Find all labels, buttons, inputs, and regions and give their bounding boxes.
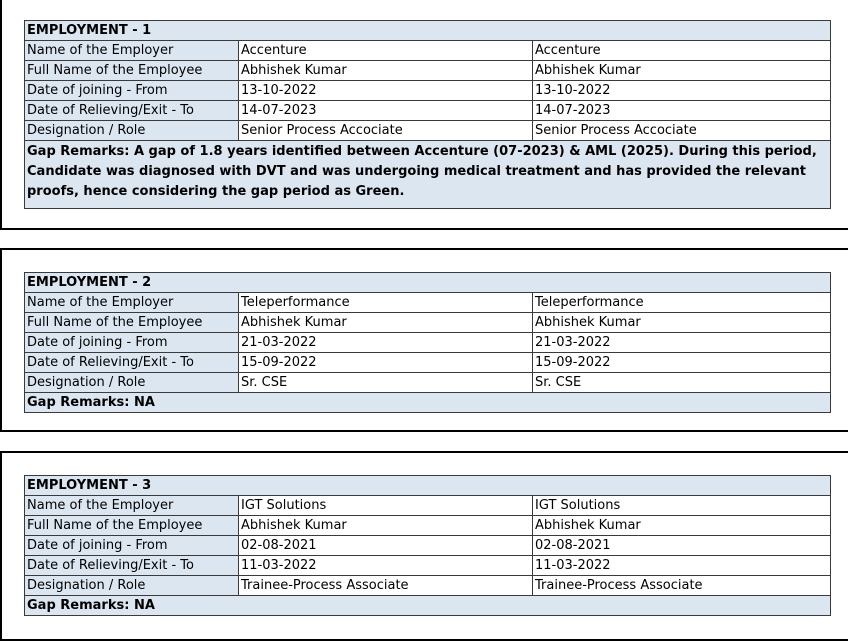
table-header-row	[25, 273, 831, 293]
claimed-value: Senior Process Accociate	[239, 121, 533, 141]
row-label: Designation / Role	[25, 373, 239, 393]
verified-value: Senior Process Accociate	[533, 121, 831, 141]
claimed-value: Sr. CSE	[239, 373, 533, 393]
employment-panel-3	[0, 451, 848, 641]
verified-value: Trainee-Process Associate	[533, 576, 831, 596]
employment-table-1	[24, 20, 831, 209]
table-row	[25, 373, 831, 393]
employment-table-2	[24, 272, 831, 413]
claimed-value: 15-09-2022	[239, 353, 533, 373]
verified-value: Abhishek Kumar	[533, 61, 831, 81]
table-row	[25, 333, 831, 353]
row-label: Date of Relieving/Exit - To	[25, 556, 239, 576]
claimed-value: 21-03-2022	[239, 333, 533, 353]
employment-title: EMPLOYMENT - 1	[25, 21, 831, 41]
employment-title: EMPLOYMENT - 2	[25, 273, 831, 293]
claimed-value: Abhishek Kumar	[239, 516, 533, 536]
verified-value: 14-07-2023	[533, 101, 831, 121]
verified-value: 13-10-2022	[533, 81, 831, 101]
verified-value: 02-08-2021	[533, 536, 831, 556]
claimed-value: IGT Solutions	[239, 496, 533, 516]
verified-value: 11-03-2022	[533, 556, 831, 576]
gap-remarks: Gap Remarks: A gap of 1.8 years identified between Accenture (07-2023) & AML (2025). During this period, Candidate was diagnosed with DVT and was undergoing medical treatment and has provided the relevant proofs, hence considering the gap period as Green.	[25, 141, 831, 209]
employment-table-3	[24, 475, 831, 616]
row-label: Full Name of the Employee	[25, 313, 239, 333]
row-label: Name of the Employer	[25, 293, 239, 313]
verified-value: 15-09-2022	[533, 353, 831, 373]
row-label: Date of joining - From	[25, 333, 239, 353]
gap-remarks: Gap Remarks: NA	[25, 393, 831, 413]
claimed-value: Trainee-Process Associate	[239, 576, 533, 596]
gap-remarks-row	[25, 141, 831, 209]
table-row	[25, 313, 831, 333]
gap-remarks-row	[25, 596, 831, 616]
table-row	[25, 536, 831, 556]
gap-remarks: Gap Remarks: NA	[25, 596, 831, 616]
gap-remarks-row	[25, 393, 831, 413]
claimed-value: Accenture	[239, 41, 533, 61]
table-row	[25, 353, 831, 373]
row-label: Designation / Role	[25, 121, 239, 141]
claimed-value: 14-07-2023	[239, 101, 533, 121]
verified-value: Accenture	[533, 41, 831, 61]
verified-value: Sr. CSE	[533, 373, 831, 393]
claimed-value: Abhishek Kumar	[239, 313, 533, 333]
table-row	[25, 556, 831, 576]
table-row	[25, 101, 831, 121]
table-row	[25, 576, 831, 596]
table-row	[25, 61, 831, 81]
verified-value: Abhishek Kumar	[533, 516, 831, 536]
row-label: Date of joining - From	[25, 536, 239, 556]
table-row	[25, 121, 831, 141]
table-header-row	[25, 476, 831, 496]
claimed-value: Teleperformance	[239, 293, 533, 313]
row-label: Designation / Role	[25, 576, 239, 596]
row-label: Date of Relieving/Exit - To	[25, 353, 239, 373]
table-row	[25, 293, 831, 313]
table-row	[25, 41, 831, 61]
row-label: Name of the Employer	[25, 496, 239, 516]
table-row	[25, 516, 831, 536]
claimed-value: 11-03-2022	[239, 556, 533, 576]
verified-value: Teleperformance	[533, 293, 831, 313]
verified-value: Abhishek Kumar	[533, 313, 831, 333]
table-row	[25, 81, 831, 101]
verified-value: IGT Solutions	[533, 496, 831, 516]
verified-value: 21-03-2022	[533, 333, 831, 353]
row-label: Date of Relieving/Exit - To	[25, 101, 239, 121]
employment-panel-1	[0, 0, 848, 230]
table-header-row	[25, 21, 831, 41]
claimed-value: 02-08-2021	[239, 536, 533, 556]
claimed-value: 13-10-2022	[239, 81, 533, 101]
row-label: Name of the Employer	[25, 41, 239, 61]
employment-panel-2	[0, 248, 848, 432]
claimed-value: Abhishek Kumar	[239, 61, 533, 81]
row-label: Full Name of the Employee	[25, 61, 239, 81]
employment-title: EMPLOYMENT - 3	[25, 476, 831, 496]
row-label: Full Name of the Employee	[25, 516, 239, 536]
row-label: Date of joining - From	[25, 81, 239, 101]
table-row	[25, 496, 831, 516]
